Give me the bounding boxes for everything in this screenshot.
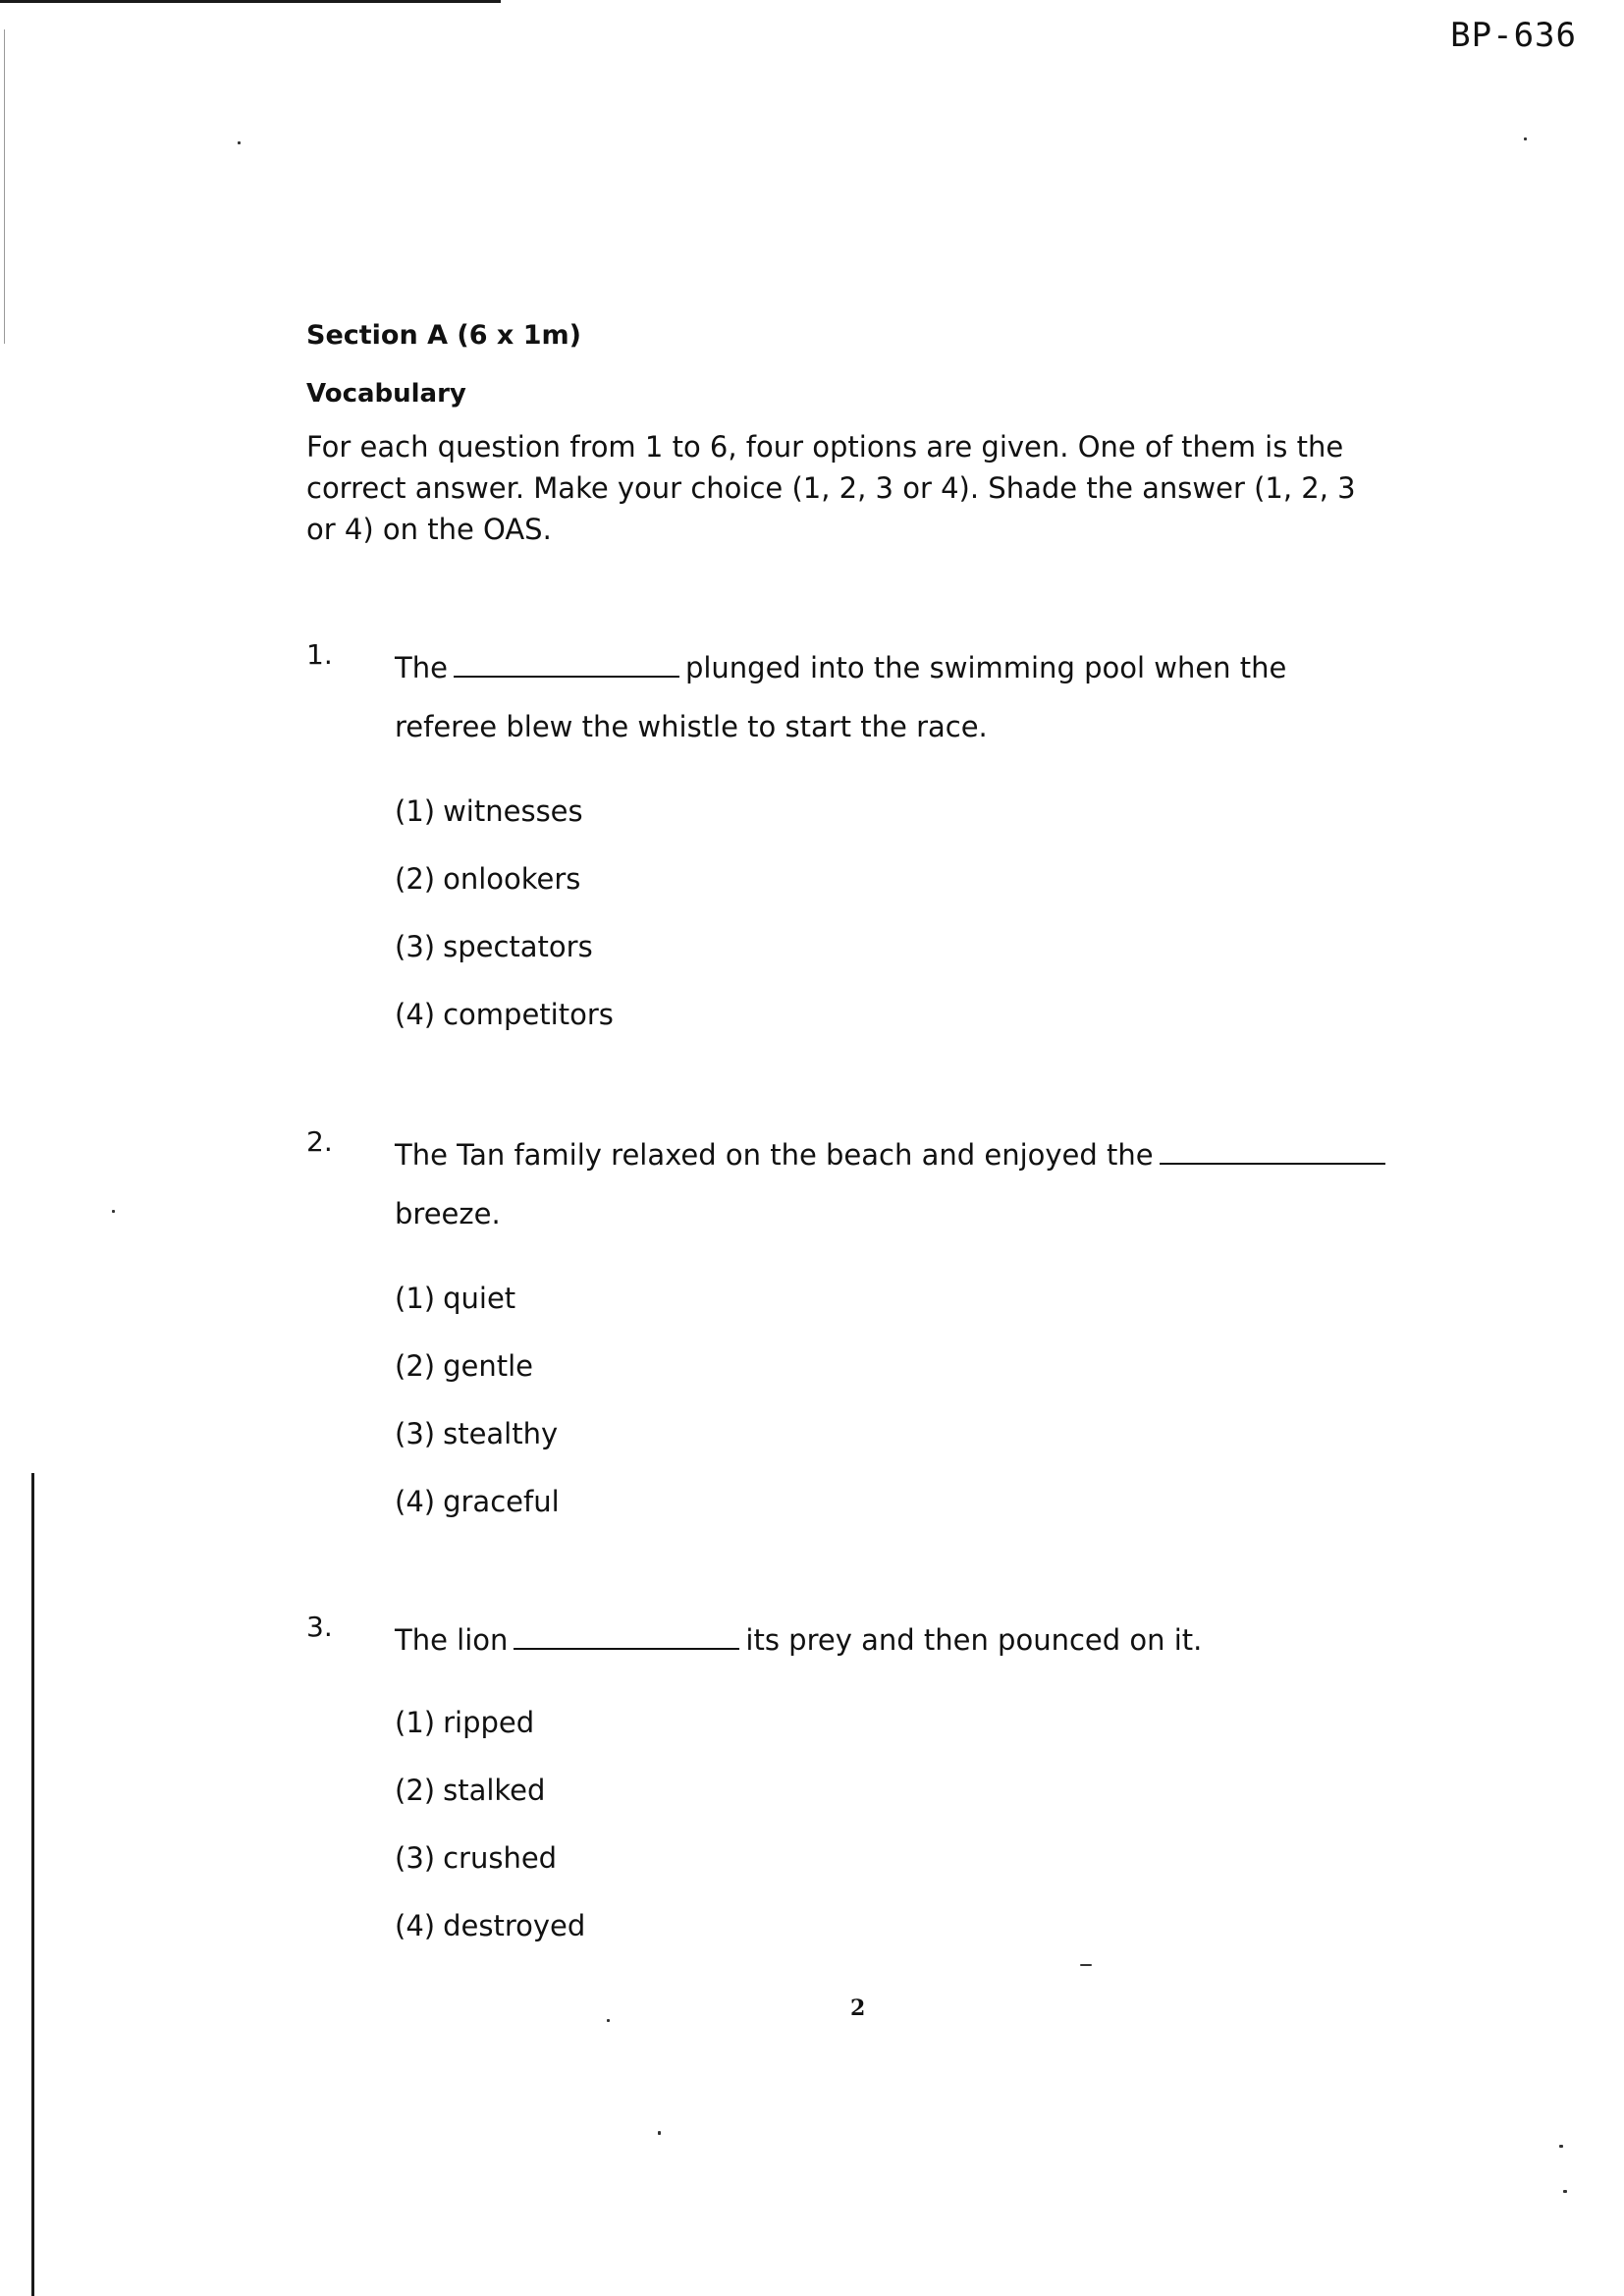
option-4 <box>395 1892 585 1960</box>
question-text-after-blank: plunged into the swimming pool when the referee blew the whistle to start the race. <box>395 651 1287 743</box>
option-text: crushed <box>443 1841 558 1875</box>
option-text: destroyed <box>443 1909 586 1942</box>
scan-edge-top <box>0 0 501 3</box>
scan-speck <box>1563 2190 1567 2193</box>
scan-edge-left-thin <box>4 29 5 344</box>
page-number: 2 <box>850 1995 866 2021</box>
option-4 <box>395 1468 560 1536</box>
option-list <box>395 1265 560 1536</box>
question-text <box>395 1125 1396 1243</box>
option-text: graceful <box>443 1485 560 1518</box>
option-text: stalked <box>443 1774 546 1807</box>
option-number: (1) <box>395 1706 436 1739</box>
question-text-before-blank: The <box>395 651 448 684</box>
option-number: (1) <box>395 794 436 828</box>
question-text <box>395 638 1396 756</box>
option-1 <box>395 778 614 846</box>
question-number: 2. <box>306 1125 333 1158</box>
question-text <box>395 1611 1396 1669</box>
question-text-before-blank: The Tan family relaxed on the beach and enjoyed the <box>395 1138 1154 1172</box>
option-2 <box>395 1333 560 1400</box>
scan-speck <box>1524 137 1527 140</box>
option-number: (2) <box>395 1349 436 1383</box>
option-number: (1) <box>395 1282 436 1315</box>
question-text-before-blank: The lion <box>395 1623 509 1657</box>
option-number: (4) <box>395 998 436 1031</box>
option-3 <box>395 1400 560 1468</box>
answer-blank <box>1160 1162 1385 1165</box>
question-number: 3. <box>306 1611 333 1643</box>
option-list <box>395 778 614 1049</box>
question-text-after-blank: its prey and then pounced on it. <box>745 1623 1203 1657</box>
option-4 <box>395 981 614 1049</box>
option-number: (2) <box>395 862 436 896</box>
option-number: (4) <box>395 1485 436 1518</box>
scan-speck <box>1559 2145 1563 2148</box>
option-1 <box>395 1265 560 1333</box>
option-text: gentle <box>443 1349 533 1383</box>
option-3 <box>395 913 614 981</box>
question-text-after-blank: breeze. <box>395 1197 501 1230</box>
scan-speck <box>658 2131 661 2135</box>
scan-speck <box>1080 1964 1092 1966</box>
scan-speck <box>112 1210 115 1213</box>
instructions: For each question from 1 to 6, four options are given. One of them is the correct answer. Make your choice (1, 2, 3 or 4). Shade the answer (1, 2, 3 or 4) on the OAS. <box>306 430 1356 546</box>
document-code: BP-636 <box>1450 16 1577 55</box>
option-number: (2) <box>395 1774 436 1807</box>
option-text: spectators <box>443 930 593 963</box>
section-title: Section A (6 x 1m) <box>306 320 581 351</box>
option-number: (3) <box>395 930 436 963</box>
scan-edge-left <box>31 1473 34 2296</box>
option-text: stealthy <box>443 1417 559 1450</box>
option-text: onlookers <box>443 862 581 896</box>
option-3 <box>395 1825 585 1892</box>
option-2 <box>395 1757 585 1825</box>
option-2 <box>395 846 614 913</box>
option-text: competitors <box>443 998 614 1031</box>
option-list <box>395 1689 585 1960</box>
option-text: ripped <box>443 1706 535 1739</box>
option-1 <box>395 1689 585 1757</box>
answer-blank <box>454 675 679 678</box>
option-text: quiet <box>443 1282 516 1315</box>
option-text: witnesses <box>443 794 583 828</box>
answer-blank <box>514 1647 739 1650</box>
option-number: (3) <box>395 1841 436 1875</box>
scan-speck <box>607 2019 610 2022</box>
question-number: 1. <box>306 638 333 671</box>
section-subtitle: Vocabulary <box>306 379 466 409</box>
option-number: (4) <box>395 1909 436 1942</box>
option-number: (3) <box>395 1417 436 1450</box>
scan-speck <box>238 141 241 144</box>
